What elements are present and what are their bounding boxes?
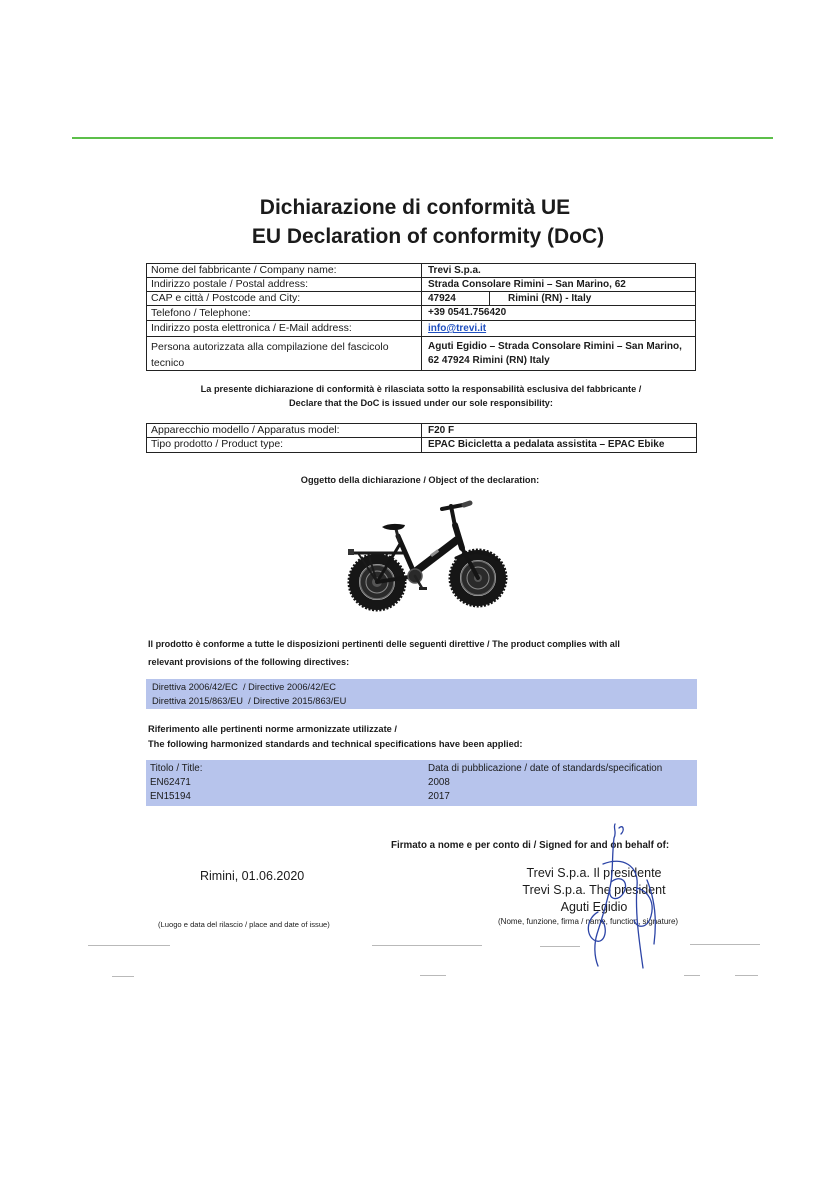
authorized-person-value-line: 62 47924 Rimini (RN) Italy <box>428 355 550 366</box>
standard-title: EN15194 <box>150 791 191 802</box>
table-row <box>147 438 696 452</box>
standards-intro-line-1: Riferimento alle pertinenti norme armonizzate utilizzate / <box>148 724 397 734</box>
signer-caption: (Nome, funzione, firma / name, function, signature) <box>498 917 679 926</box>
telephone-value: +39 0541.756420 <box>428 307 507 318</box>
handlebar <box>442 503 470 526</box>
email-link[interactable]: info@trevi.it <box>428 323 487 334</box>
telephone-label: Telefono / Telephone: <box>147 306 422 320</box>
postal-address-value: Strada Consolare Rimini – San Marino, 62 <box>428 279 626 290</box>
directive-item: Direttiva 2006/42/EC / Directive 2006/42/EC <box>152 682 336 692</box>
standards-intro-line-2: The following harmonized standards and technical specifications have been applied: <box>148 739 523 749</box>
email-cell <box>422 321 695 336</box>
responsibility-statement-english: Declare that the DoC is issued under our sole responsibility: <box>289 398 553 408</box>
company-name-value: Trevi S.p.a. <box>428 265 481 276</box>
title-english: EU Declaration of conformity (DoC) <box>251 225 605 248</box>
scan-artifact-line <box>735 975 758 976</box>
standards-date-header: Data di pubblicazione / date of standards/specification <box>428 763 663 774</box>
authorized-person-value-line: Aguti Egidio – Strada Consolare Rimini – San Marino, <box>428 341 682 352</box>
scan-artifact-line <box>88 945 170 946</box>
standards-title-column <box>146 762 428 806</box>
scan-artifact-line <box>684 975 700 976</box>
table-row <box>147 292 695 306</box>
product-type-label: Tipo prodotto / Product type: <box>147 438 422 452</box>
company-name-label: Nome del fabbricante / Company name: <box>147 264 422 277</box>
table-row <box>147 424 696 438</box>
table-row <box>147 321 695 337</box>
scan-artifact-line <box>690 944 760 945</box>
directives-intro-line-2: relevant provisions of the following directives: <box>148 657 350 667</box>
header-green-rule <box>72 137 773 139</box>
standard-date: 2008 <box>428 777 450 788</box>
table-row <box>147 264 695 278</box>
standards-date-column <box>428 762 697 806</box>
place-and-date: Rimini, 01.06.2020 <box>200 869 305 883</box>
directive-item: Direttiva 2015/863/EU / Directive 2015/863/EU <box>152 696 347 706</box>
crankset <box>408 569 427 590</box>
authorized-person-label <box>147 337 422 370</box>
standards-box <box>146 760 697 806</box>
scan-artifact-line <box>540 946 580 947</box>
email-label: Indirizzo posta elettronica / E-Mail address: <box>147 321 422 336</box>
authorized-person-value <box>422 337 695 370</box>
table-row <box>147 306 695 321</box>
postcode-city-cell <box>422 292 695 305</box>
scan-artifact-line <box>372 945 482 946</box>
apparatus-model-value: F20 F <box>428 425 455 436</box>
authorized-person-label-line: Persona autorizzata alla compilazione del fascicolo <box>151 341 389 353</box>
table-row <box>147 278 695 292</box>
handwritten-signature <box>575 820 695 972</box>
responsibility-statement-italian: La presente dichiarazione di conformità è rilasciata sotto la responsabilità esclusiva del fabbricante / <box>200 384 642 394</box>
object-of-declaration-heading: Oggetto della dichiarazione / Object of the declaration: <box>300 475 540 485</box>
directives-intro-line-1: Il prodotto è conforme a tutte le disposizioni pertinenti delle seguenti direttive / The product complies with all <box>148 639 620 649</box>
postal-address-label: Indirizzo postale / Postal address: <box>147 278 422 291</box>
standards-title-header: Titolo / Title: <box>150 763 203 774</box>
title-italian: Dichiarazione di conformità UE <box>259 196 571 219</box>
table-row <box>147 337 695 370</box>
signer-line: Trevi S.p.a. The president <box>522 883 666 897</box>
product-table <box>146 423 697 453</box>
standard-title: EN62471 <box>150 777 191 788</box>
product-type-value: EPAC Bicicletta a pedalata assistita – EPAC Ebike <box>428 439 665 450</box>
scan-artifact-line <box>420 975 446 976</box>
signer-name: Aguti Egidio <box>560 900 628 914</box>
directives-box <box>146 679 697 709</box>
ebike-product-image <box>338 496 508 616</box>
postcode-city-label: CAP e città / Postcode and City: <box>147 292 422 305</box>
signer-line: Trevi S.p.a. Il presidente <box>526 866 662 880</box>
manufacturer-table <box>146 263 696 371</box>
place-date-caption: (Luogo e data del rilascio / place and date of issue) <box>158 920 330 929</box>
apparatus-model-label: Apparecchio modello / Apparatus model: <box>147 424 422 437</box>
postcode-value: 47924 <box>422 292 490 305</box>
scan-artifact-line <box>112 976 134 977</box>
signed-for-label: Firmato a nome e per conto di / Signed for and on behalf of: <box>391 840 670 851</box>
authorized-person-label-line: tecnico <box>151 357 185 369</box>
city-value: Rimini (RN) - Italy <box>508 293 592 304</box>
standard-date: 2017 <box>428 791 450 802</box>
